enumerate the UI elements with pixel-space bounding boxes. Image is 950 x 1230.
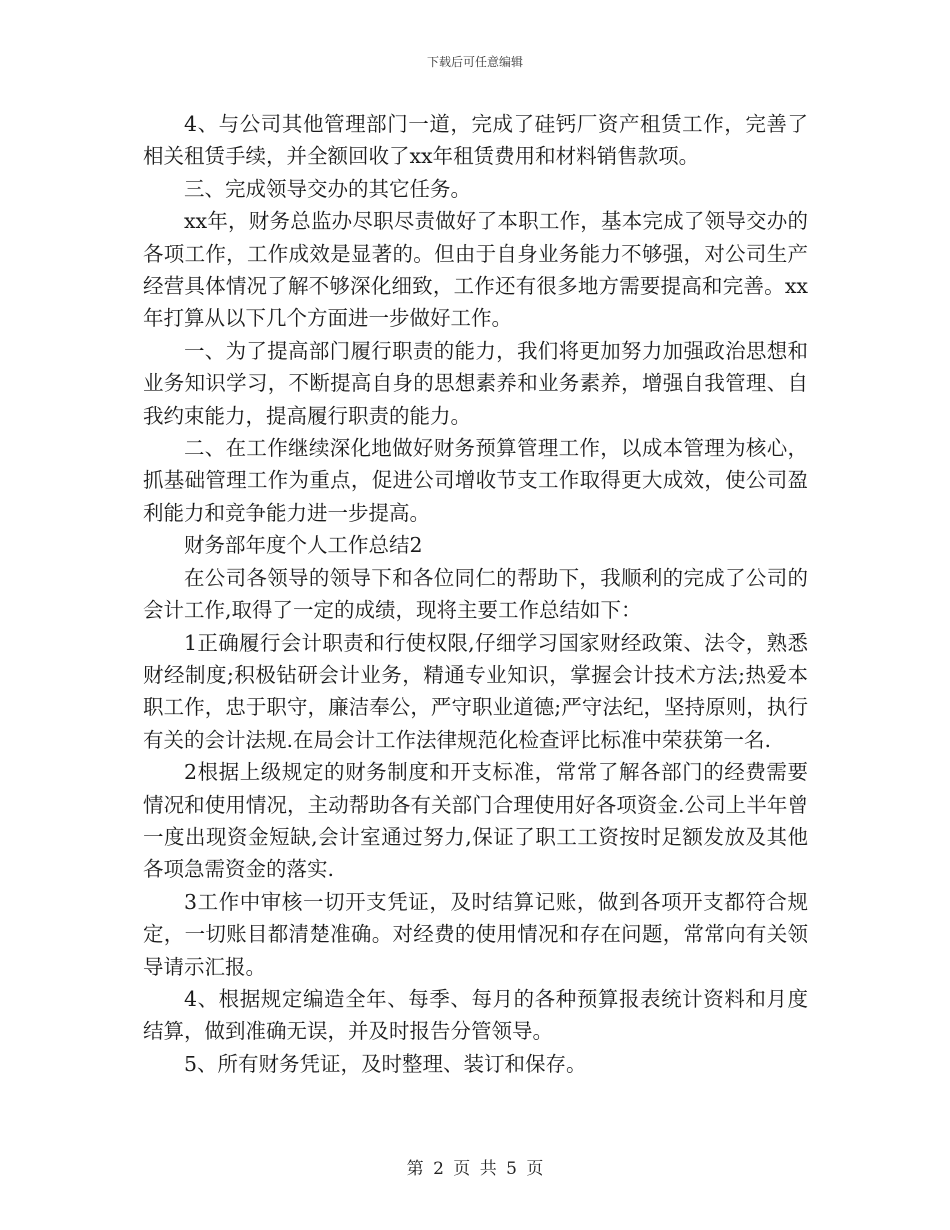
- paragraph: 二、在工作继续深化地做好财务预算管理工作，以成本管理为核心，抓基础管理工作为重点，促进公司增收节支工作取得更大成效，使公司盈利能力和竞争能力进一步提高。: [143, 436, 808, 525]
- paragraph: 3工作中审核一切开支凭证，及时结算记账，做到各项开支都符合规定，一切账目都清楚准确。对经费的使用情况和存在问题，常常向有关领导请示汇报。: [143, 889, 808, 979]
- paragraph: 4、与公司其他管理部门一道，完成了硅钙厂资产租赁工作，完善了相关租赁手续，并全额回收了xx年租赁费用和材料销售款项。: [143, 112, 808, 169]
- document-body: [143, 108, 808, 1080]
- paragraph: 1正确履行会计职责和行使权限,仔细学习国家财经政策、法令，熟悉财经制度;积极钻研会计业务，精通专业知识，掌握会计技术方法;热爱本职工作，忠于职守，廉洁奉公，严守职业道德;严守法纪，坚持原则，执行有关的会计法规.在局会计工作法律规范化检查评比标准中荣获第一名.: [143, 630, 808, 752]
- paragraph: 在公司各领导的领导下和各位同仁的帮助下，我顺利的完成了公司的会计工作,取得了一定的成绩，现将主要工作总结如下：: [143, 565, 808, 623]
- document-title: 财务部年度个人工作总结2: [184, 533, 423, 558]
- header-note: 下载后可任意编辑: [426, 55, 523, 69]
- paragraph: 5、所有财务凭证，及时整理、装订和保存。: [184, 1051, 587, 1076]
- paragraph: xx年，财务总监办尽职尽责做好了本职工作，基本完成了领导交办的各项工作，工作成效是显著的。但由于自身业务能力不够强，对公司生产经营具体情况了解不够深化细致，工作还有很多地方需要提高和完善。xx年打算从以下几个方面进一步做好工作。: [143, 209, 808, 331]
- paragraph: 一、为了提高部门履行职责的能力，我们将更加努力加强政治思想和业务知识学习，不断提高自身的思想素养和业务素养，增强自我管理、自我约束能力，提高履行职责的能力。: [143, 338, 808, 428]
- paragraph: 4、根据规定编造全年、每季、每月的各种预算报表统计资料和月度结算，做到准确无误，并及时报告分管领导。: [143, 986, 808, 1044]
- page-number: 第 2 页 共 5 页: [406, 1159, 544, 1179]
- paragraph: 2根据上级规定的财务制度和开支标准，常常了解各部门的经费需要情况和使用情况，主动帮助各有关部门合理使用好各项资金.公司上半年曾一度出现资金短缺,会计室通过努力,保证了职工工资按时足额发放及其他各项急需资金的落实.: [143, 760, 808, 882]
- section-heading: 三、完成领导交办的其它任务。: [184, 176, 471, 201]
